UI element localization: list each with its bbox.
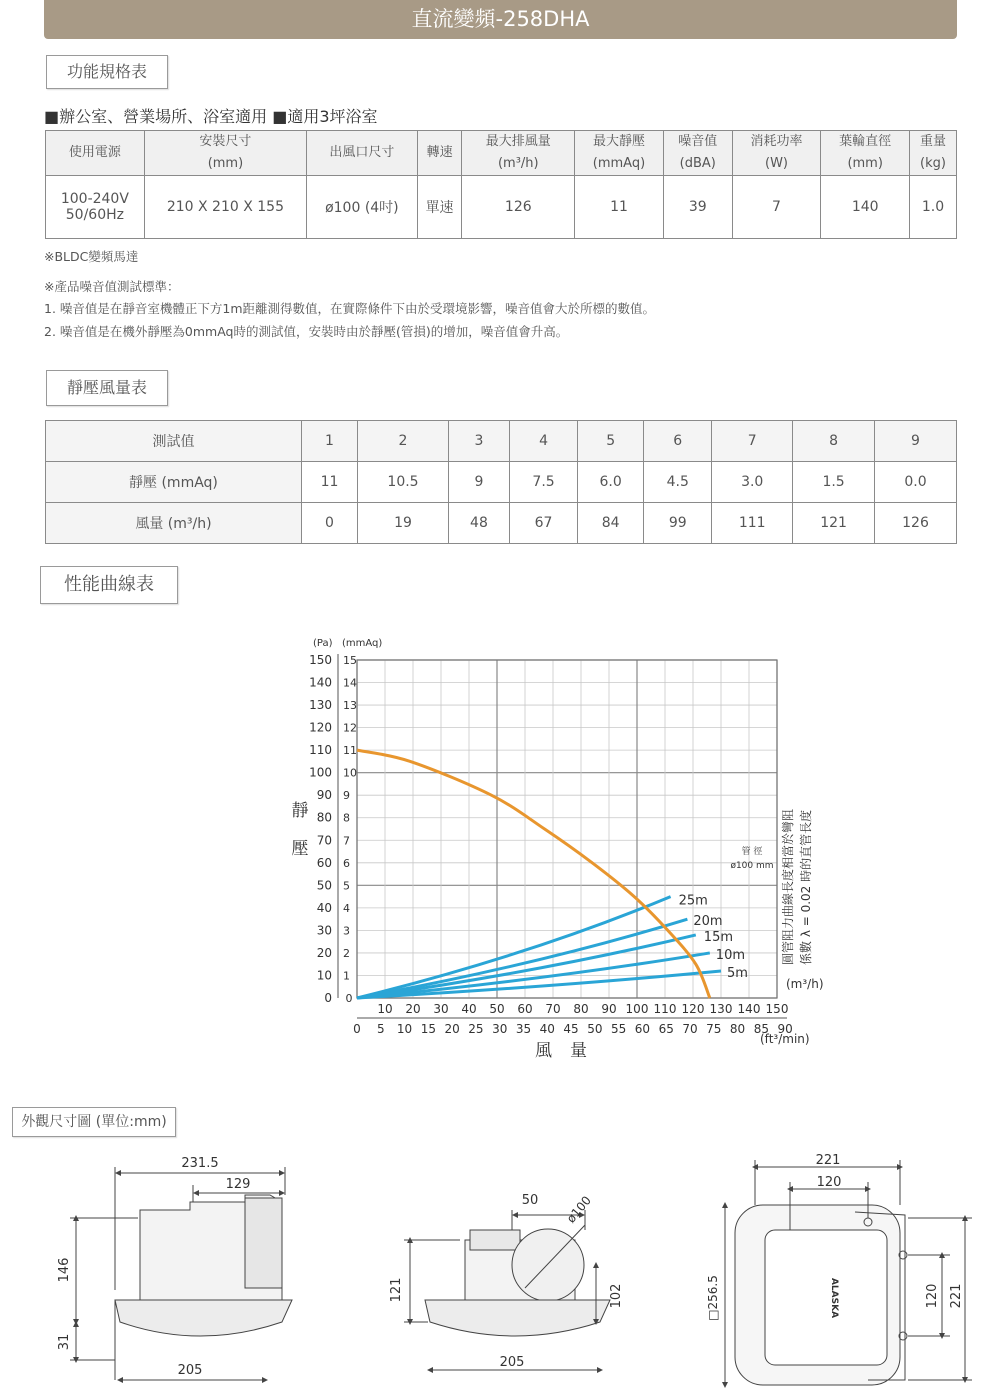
spec-table bbox=[45, 130, 957, 239]
pressure-flow-table bbox=[45, 420, 957, 544]
x-tick-ft: 25 bbox=[468, 1022, 484, 1036]
spec-cell: 210 X 210 X 155 bbox=[144, 176, 306, 239]
x-tick-ft: 75 bbox=[706, 1022, 722, 1036]
noise-note-2: 2. 噪音值是在機外靜壓為0mmAq時的測試值，安裝時由於靜壓(管損)的增加，噪音值會升高。 bbox=[44, 324, 569, 339]
spec-cell: 39 bbox=[663, 176, 732, 239]
x-tick-ft: 35 bbox=[515, 1022, 532, 1036]
x-tick-ft: 90 bbox=[777, 1022, 793, 1036]
dim-top-side-total: 221 bbox=[949, 1283, 964, 1309]
spec-header: 重量 (kg) bbox=[910, 131, 957, 176]
x-tick-m3: 140 bbox=[737, 1002, 761, 1016]
y-tick-mmaq: 5 bbox=[343, 879, 350, 893]
x-tick-ft: 40 bbox=[539, 1022, 555, 1036]
x-tick-ft: 5 bbox=[376, 1022, 385, 1036]
pressure-table-cell: 84 bbox=[578, 503, 644, 544]
dims-section-tag: 外觀尺寸圖 (單位:mm) bbox=[12, 1107, 176, 1137]
x-tick-ft: 10 bbox=[396, 1022, 413, 1036]
spec-cell: 140 bbox=[821, 176, 910, 239]
dim-side-top-total: 231.5 bbox=[181, 1156, 219, 1171]
y-tick-pa: 60 bbox=[316, 855, 332, 870]
pressure-table-cell: 3 bbox=[448, 421, 509, 462]
dim-front-base: 205 bbox=[499, 1355, 525, 1370]
spec-cell: ø100 (4吋) bbox=[307, 176, 418, 239]
duct-curve-label: 15m bbox=[703, 929, 734, 945]
pressure-table-cell: 8 bbox=[793, 421, 875, 462]
spec-cell: 單速 bbox=[417, 176, 462, 239]
pressure-table-cell: 9 bbox=[448, 462, 509, 503]
y-tick-pa: 10 bbox=[316, 968, 332, 983]
pressure-table-cell: 67 bbox=[510, 503, 578, 544]
y-tick-mmaq: 8 bbox=[343, 811, 350, 825]
x-tick-m3: 130 bbox=[709, 1002, 733, 1016]
y-tick-mmaq: 13 bbox=[343, 699, 357, 713]
dimension-drawings bbox=[0, 1140, 1000, 1400]
spec-header: 出風口尺寸 bbox=[307, 131, 418, 176]
y-tick-mmaq: 10 bbox=[343, 766, 357, 780]
pressure-table-cell: 7.5 bbox=[510, 462, 578, 503]
pressure-section-tag: 靜壓風量表 bbox=[46, 370, 168, 406]
pressure-table-cell: 19 bbox=[358, 503, 449, 544]
y-tick-mmaq: 7 bbox=[343, 834, 350, 848]
side-note-1: 圓管阻力曲線長度相當於彎阻 bbox=[781, 808, 795, 965]
x-tick-m3: 90 bbox=[601, 1002, 617, 1016]
dim-front-outlet-h: 50 bbox=[521, 1193, 539, 1208]
pressure-table-cell: 11 bbox=[301, 462, 357, 503]
flow-row bbox=[46, 503, 957, 544]
duct-curve-25m bbox=[357, 897, 671, 998]
duct-legend-size: ø100 mm bbox=[730, 861, 774, 871]
y-tick-mmaq: 12 bbox=[343, 721, 357, 735]
row-label: 測試值 bbox=[46, 421, 302, 462]
noise-note-title: ※產品噪音值測試標準： bbox=[44, 279, 180, 294]
plot-frame bbox=[357, 660, 777, 998]
y-tick-pa: 50 bbox=[316, 878, 332, 893]
application-heading: ■辦公室、營業場所、浴室適用 ■適用3坪浴室 bbox=[44, 107, 378, 126]
y-tick-mmaq: 2 bbox=[343, 946, 350, 960]
pressure-table-cell: 0 bbox=[301, 503, 357, 544]
x-tick-ft: 30 bbox=[492, 1022, 508, 1036]
side-view-drawing bbox=[70, 1167, 292, 1380]
duct-curve-label: 5m bbox=[727, 965, 748, 981]
dim-side-top-part: 129 bbox=[225, 1177, 251, 1192]
x-tick-m3: 80 bbox=[573, 1002, 589, 1016]
row-label: 靜壓 (mmAq) bbox=[46, 462, 302, 503]
motor-note: ※BLDC變頻馬達 bbox=[44, 249, 139, 264]
dim-front-height: 121 bbox=[389, 1277, 404, 1303]
x-tick-ft: 80 bbox=[729, 1022, 746, 1036]
dim-top-part: 120 bbox=[816, 1175, 842, 1190]
y-tick-mmaq: 11 bbox=[343, 744, 357, 758]
page-title: 直流變頻-258DHA bbox=[44, 0, 957, 39]
pressure-table-cell: 4.5 bbox=[644, 462, 712, 503]
pressure-table-cell: 126 bbox=[875, 503, 957, 544]
dim-front-outlet-d: ø100 bbox=[563, 1193, 595, 1226]
curve-section-tag: 性能曲線表 bbox=[40, 566, 178, 604]
x-tick-m3: 150 bbox=[765, 1002, 789, 1016]
pressure-table-cell: 2 bbox=[358, 421, 449, 462]
y-tick-pa: 110 bbox=[309, 743, 332, 758]
pressure-row bbox=[46, 462, 957, 503]
front-view-drawing bbox=[404, 1210, 610, 1370]
spec-header-row bbox=[46, 131, 957, 176]
x-axis-label: 風量 bbox=[535, 1041, 605, 1060]
y-tick-pa: 130 bbox=[309, 698, 332, 713]
y-tick-mmaq: 3 bbox=[343, 924, 350, 938]
pressure-table-cell: 111 bbox=[712, 503, 793, 544]
x-tick-m3: 10 bbox=[377, 1002, 393, 1016]
noise-note-1: 1. 噪音值是在靜音室機體正下方1m距離測得數值，在實際條件下由於受環境影響，噪音值會大於所標的數值。 bbox=[44, 301, 656, 316]
y-tick-mmaq: 14 bbox=[343, 676, 357, 690]
duct-legend-title: 管 徑 bbox=[741, 847, 763, 857]
y-tick-mmaq: 6 bbox=[343, 856, 350, 870]
y-tick-mmaq: 0 bbox=[345, 992, 353, 1005]
y-tick-mmaq: 9 bbox=[343, 789, 350, 803]
spec-section-tag: 功能規格表 bbox=[46, 55, 168, 89]
x-tick-m3: 60 bbox=[517, 1002, 533, 1016]
dim-side-flange: 31 bbox=[57, 1333, 72, 1351]
x-tick-ft: 55 bbox=[610, 1022, 627, 1036]
spec-cell: 100-240V 50/60Hz bbox=[46, 176, 145, 239]
x-tick-ft: 70 bbox=[682, 1022, 698, 1036]
side-note-2: 係數 λ = 0.02 時的直管長度 bbox=[799, 809, 813, 965]
x-tick-m3: 110 bbox=[653, 1002, 677, 1016]
x-tick-ft: 20 bbox=[444, 1022, 460, 1036]
spec-cell: 11 bbox=[575, 176, 664, 239]
top-view-drawing bbox=[725, 1160, 972, 1385]
spec-cell: 126 bbox=[462, 176, 575, 239]
pressure-table-cell: 5 bbox=[578, 421, 644, 462]
row-label: 風量 (m³/h) bbox=[46, 503, 302, 544]
pressure-table-cell: 99 bbox=[644, 503, 712, 544]
spec-header: 最大排風量 (m³/h) bbox=[462, 131, 575, 176]
x-tick-ft: 85 bbox=[753, 1022, 769, 1036]
y-tick-pa: 20 bbox=[316, 945, 332, 960]
y-tick-mmaq: 1 bbox=[343, 969, 350, 983]
pressure-table-cell: 7 bbox=[712, 421, 793, 462]
x-unit-ft: (ft³/min) bbox=[760, 1032, 810, 1046]
pressure-table-cell: 4 bbox=[510, 421, 578, 462]
x-tick-ft: 65 bbox=[658, 1022, 674, 1036]
x-tick-m3: 120 bbox=[681, 1002, 705, 1016]
x-tick-ft: 0 bbox=[353, 1022, 361, 1036]
x-tick-m3: 100 bbox=[625, 1002, 649, 1016]
x-tick-m3: 50 bbox=[489, 1002, 505, 1016]
duct-curve-label: 20m bbox=[693, 914, 723, 930]
pressure-table-cell: 6 bbox=[644, 421, 712, 462]
pressure-table-cell: 3.0 bbox=[712, 462, 793, 503]
x-tick-m3: 70 bbox=[545, 1002, 561, 1016]
y-tick-pa: 140 bbox=[309, 675, 332, 690]
spec-header: 安裝尺寸 (mm) bbox=[144, 131, 306, 176]
y-tick-pa: 90 bbox=[316, 788, 332, 803]
duct-curve-label: 10m bbox=[715, 947, 746, 963]
y-tick-mmaq: 15 bbox=[343, 654, 357, 667]
y-axis-label: 靜壓 bbox=[291, 801, 309, 859]
pa-unit-label: (Pa) bbox=[313, 638, 333, 649]
spec-header: 葉輪直徑 (mm) bbox=[821, 131, 910, 176]
pressure-table-cell: 9 bbox=[875, 421, 957, 462]
dim-top-side-part: 120 bbox=[925, 1283, 940, 1309]
test-row bbox=[46, 421, 957, 462]
pressure-table-cell: 121 bbox=[793, 503, 875, 544]
spec-cell: 1.0 bbox=[910, 176, 957, 239]
x-tick-m3: 30 bbox=[433, 1002, 449, 1016]
x-tick-m3: 40 bbox=[461, 1002, 477, 1016]
y-tick-pa: 100 bbox=[309, 765, 332, 780]
pressure-table-cell: 10.5 bbox=[358, 462, 449, 503]
spec-header: 噪音值 (dBA) bbox=[663, 131, 732, 176]
pressure-table-cell: 0.0 bbox=[875, 462, 957, 503]
y-tick-pa: 150 bbox=[309, 653, 332, 667]
spec-header: 使用電源 bbox=[46, 131, 145, 176]
y-tick-pa: 120 bbox=[309, 720, 332, 735]
pressure-table-cell: 48 bbox=[448, 503, 509, 544]
spec-header: 消耗功率 (W) bbox=[732, 131, 821, 176]
pressure-table-cell: 6.0 bbox=[578, 462, 644, 503]
dim-front-outlet-center: 102 bbox=[609, 1283, 624, 1309]
pressure-table-cell: 1.5 bbox=[793, 462, 875, 503]
mmaq-unit-label: (mmAq) bbox=[342, 638, 383, 649]
x-tick-ft: 60 bbox=[634, 1022, 651, 1036]
spec-header: 轉速 bbox=[417, 131, 462, 176]
y-tick-mmaq: 4 bbox=[343, 901, 350, 915]
x-tick-m3: 20 bbox=[405, 1002, 421, 1016]
performance-chart bbox=[0, 620, 1000, 1060]
x-tick-ft: 50 bbox=[587, 1022, 603, 1036]
y-tick-pa: 70 bbox=[316, 833, 332, 848]
dim-side-base: 205 bbox=[177, 1363, 203, 1378]
y-tick-pa: 0 bbox=[324, 991, 332, 1005]
brand-logo: ALASKA bbox=[829, 1277, 839, 1319]
duct-curve-label: 25m bbox=[678, 893, 708, 909]
spec-value-row bbox=[46, 176, 957, 239]
pressure-table-cell: 1 bbox=[301, 421, 357, 462]
dim-side-height: 146 bbox=[57, 1257, 72, 1283]
spec-header: 最大靜壓 (mmAq) bbox=[575, 131, 664, 176]
dim-top-square: □256.5 bbox=[706, 1275, 720, 1321]
y-tick-pa: 40 bbox=[316, 900, 332, 915]
dim-top-width: 221 bbox=[815, 1153, 841, 1168]
x-tick-ft: 45 bbox=[563, 1022, 579, 1036]
y-tick-pa: 80 bbox=[316, 810, 332, 825]
spec-cell: 7 bbox=[732, 176, 821, 239]
y-tick-pa: 30 bbox=[316, 923, 332, 938]
x-tick-ft: 15 bbox=[420, 1022, 436, 1036]
x-unit-m3: (m³/h) bbox=[786, 977, 824, 991]
